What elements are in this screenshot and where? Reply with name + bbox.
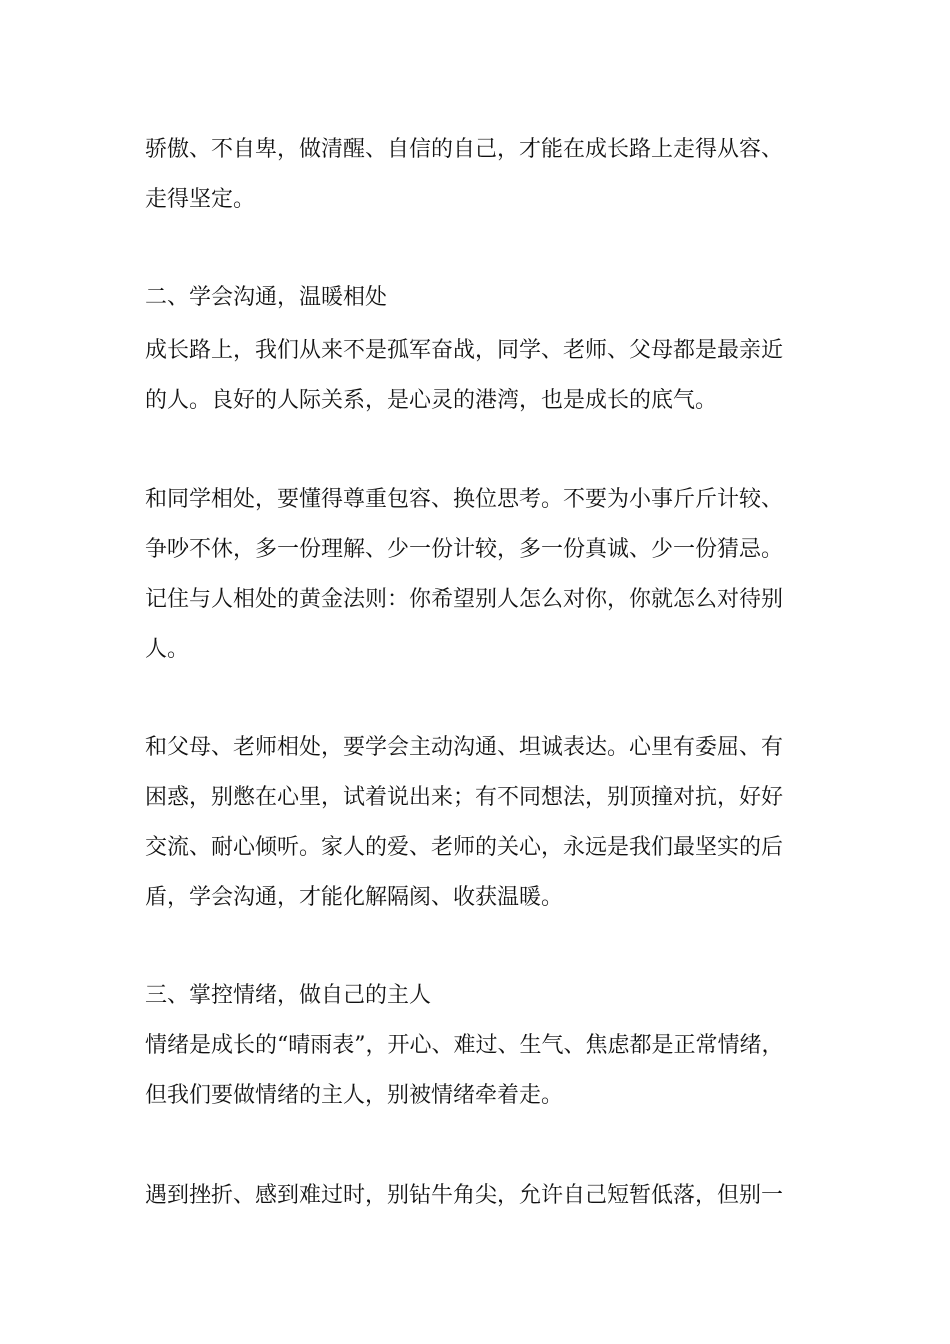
paragraph-line: 交流、耐心倾听。家人的爱、老师的关心，永远是我们最坚实的后 [145, 835, 784, 860]
paragraph-line: 困惑，别憋在心里，试着说出来；有不同想法，别顶撞对抗，好好 [145, 785, 784, 810]
paragraph-line: 情绪是成长的“晴雨表”，开心、难过、生气、焦虑都是正常情绪， [145, 1033, 784, 1058]
paragraph-line: 走得坚定。 [145, 187, 256, 212]
section-heading: 二、学会沟通，温暖相处 [145, 285, 388, 310]
paragraph-line: 骄傲、不自卑，做清醒、自信的自己，才能在成长路上走得从容、 [145, 137, 784, 162]
paragraph-line: 成长路上，我们从来不是孤军奋战，同学、老师、父母都是最亲近 [145, 338, 784, 363]
paragraph-line: 人。 [145, 637, 190, 662]
paragraph-line: 遇到挫折、感到难过时，别钻牛角尖，允许自己短暂低落，但别一 [145, 1183, 784, 1208]
paragraph-line: 和同学相处，要懂得尊重包容、换位思考。不要为小事斤斤计较、 [145, 487, 784, 512]
section-heading: 三、掌控情绪，做自己的主人 [145, 983, 432, 1008]
paragraph-line: 争吵不休，多一份理解、少一份计较，多一份真诚、少一份猜忌。 [145, 537, 784, 562]
paragraph-line: 和父母、老师相处，要学会主动沟通、坦诚表达。心里有委屈、有 [145, 735, 784, 760]
paragraph-line: 记住与人相处的黄金法则：你希望别人怎么对你，你就怎么对待别 [145, 587, 784, 612]
paragraph-line: 但我们要做情绪的主人，别被情绪牵着走。 [145, 1083, 564, 1108]
paragraph-line: 的人。良好的人际关系，是心灵的港湾，也是成长的底气。 [145, 388, 718, 413]
paragraph-line: 盾，学会沟通，才能化解隔阂、收获温暖。 [145, 885, 564, 910]
